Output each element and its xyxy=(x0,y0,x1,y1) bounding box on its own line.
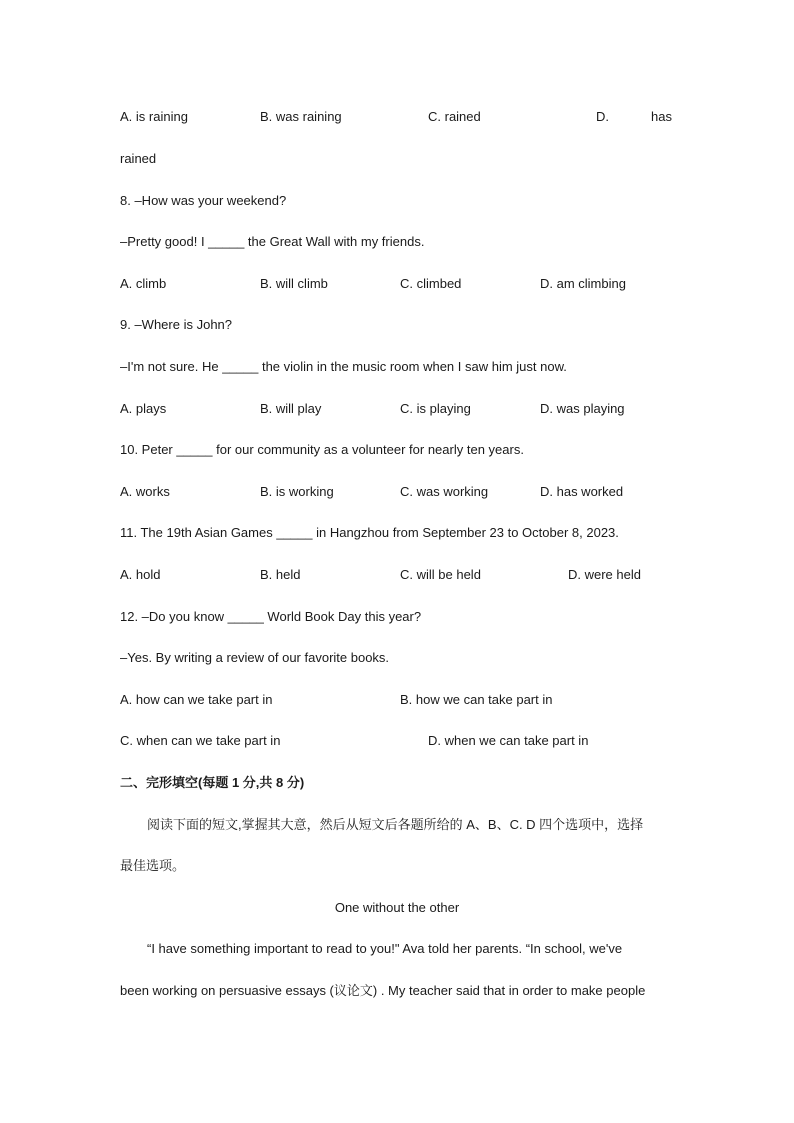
question-reply: –Yes. By writing a review of our favorite books. xyxy=(120,650,390,665)
question-stem: 8. –How was your weekend? xyxy=(120,193,287,208)
option-d-text: has xyxy=(651,109,672,124)
section-heading: 二、完形填空(每题 1 分,共 8 分) xyxy=(120,775,305,790)
option-a: A. how can we take part in xyxy=(120,692,273,707)
option-d: D. has worked xyxy=(540,484,624,499)
passage-paragraph: “I have something important to read to you!" Ava told her parents. “In school, we've xyxy=(147,941,623,956)
option-b: B. will play xyxy=(260,401,322,416)
section-instruction: 阅读下面的短文,掌握其大意，然后从短文后各题所给的 A、B、C. D 四个选项中，选择 xyxy=(147,817,644,832)
question-stem: 12. –Do you know _____ World Book Day this year? xyxy=(120,609,422,624)
option-d: D. was playing xyxy=(540,401,625,416)
option-a: A. hold xyxy=(120,567,161,582)
option-c: C. was working xyxy=(400,484,489,499)
option-b: B. how we can take part in xyxy=(400,692,553,707)
option-d: D. xyxy=(596,109,609,124)
question-stem: 11. The 19th Asian Games _____ in Hangzhou from September 23 to October 8, 2023. xyxy=(120,525,619,540)
option-b: B. held xyxy=(260,567,301,582)
option-d-wrap: rained xyxy=(120,151,157,166)
option-b: B. will climb xyxy=(260,276,328,291)
option-c: C. when can we take part in xyxy=(120,733,281,748)
option-d: D. were held xyxy=(568,567,641,582)
question-reply: –I'm not sure. He _____ the violin in the music room when I saw him just now. xyxy=(120,359,567,374)
passage-title: One without the other xyxy=(334,900,460,915)
option-c: C. will be held xyxy=(400,567,481,582)
option-b: B. was raining xyxy=(260,109,342,124)
section-instruction-continued: 最佳选项。 xyxy=(120,858,186,873)
option-a: A. is raining xyxy=(120,109,188,124)
option-d: D. when we can take part in xyxy=(428,733,589,748)
option-a: A. plays xyxy=(120,401,167,416)
question-reply: –Pretty good! I _____ the Great Wall with my friends. xyxy=(120,234,425,249)
option-c: C. climbed xyxy=(400,276,462,291)
question-stem: 10. Peter _____ for our community as a volunteer for nearly ten years. xyxy=(120,442,524,457)
option-d: D. am climbing xyxy=(540,276,626,291)
option-c: C. rained xyxy=(428,109,481,124)
option-c: C. is playing xyxy=(400,401,471,416)
option-a: A. works xyxy=(120,484,170,499)
option-a: A. climb xyxy=(120,276,167,291)
question-stem: 9. –Where is John? xyxy=(120,317,233,332)
passage-paragraph-continued: been working on persuasive essays (议论文) . My teacher said that in order to make people xyxy=(120,983,646,998)
option-b: B. is working xyxy=(260,484,334,499)
